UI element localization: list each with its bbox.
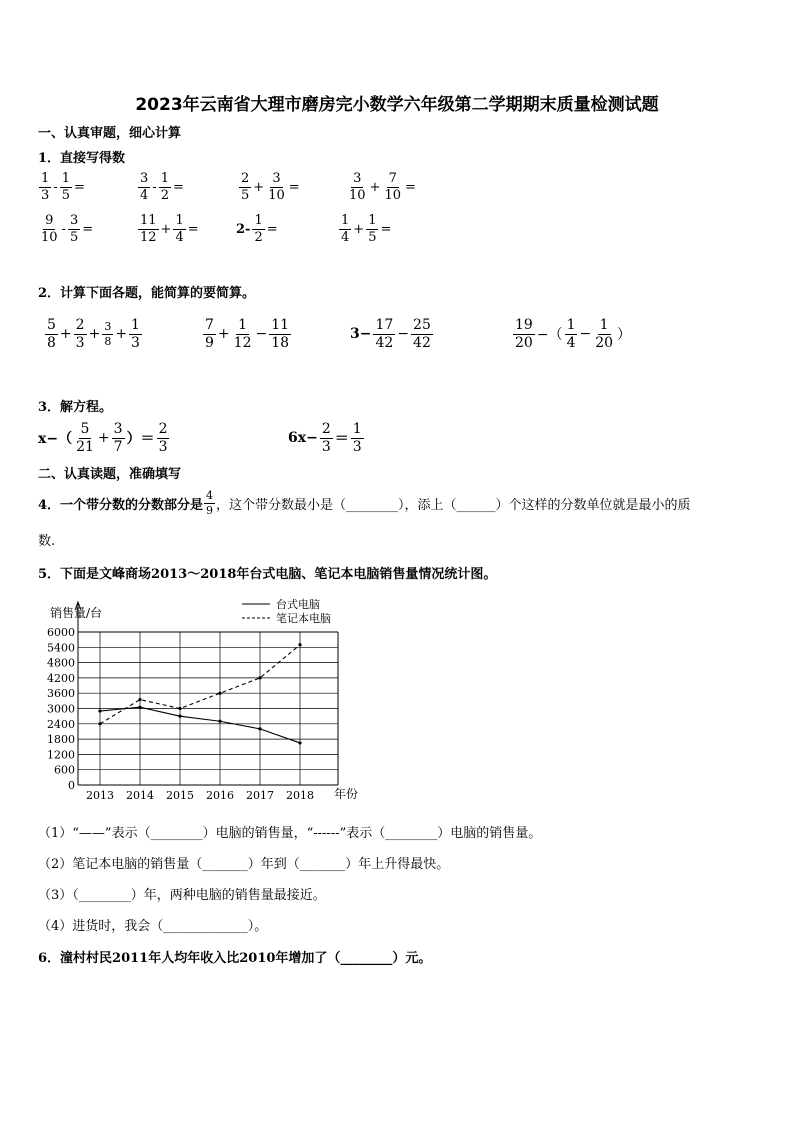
q5-subquestion-2: （2）笔记本电脑的销售量（_______）年到（_______）年上升得最快。 [38,857,450,872]
y-tick-labels [47,626,75,792]
x-tick-label: 2017 [246,789,274,802]
y-tick-label: 4800 [47,656,75,670]
question-3-heading: 3．解方程。 [38,400,113,415]
data-point [178,707,181,710]
q2-expression-4: $\frac{19}{20}$ −（ $\frac{1}{4}$ − $\frac{1}{20}$ ） [515,317,632,351]
series-line-laptop [100,645,300,724]
q1-item-4: $\frac{3}{10}$ + $\frac{7}{10}$ = [349,171,416,203]
y-tick-label: 600 [54,763,75,777]
q5-subquestion-1: （1）“——”表示（________）电脑的销售量，“------”表示（________）电脑的销售量。 [38,826,542,841]
series-line-desktop [100,707,300,743]
x-tick-label: 2016 [206,789,234,802]
y-tick-label: 1800 [47,733,75,747]
q1-item-1: $\frac{1}{3}$ - $\frac{1}{5}$ = [41,171,85,203]
q1-item-3: $\frac{2}{5}$ + $\frac{3}{10}$ = [241,171,300,203]
x-tick-labels [86,789,314,802]
y-tick-label: 3000 [47,702,75,716]
chart-grid [78,632,338,785]
chart-legend [242,597,331,625]
q1-item-5: $\frac{9}{10}$ - $\frac{3}{5}$ = [41,213,94,245]
q2-expression-3: 3− $\frac{17}{42}$ − $\frac{25}{42}$ [350,317,431,351]
y-axis-label: 销售量/台 [50,606,103,620]
q1-item-7: 2- $\frac{1}{2}$ = [236,213,278,245]
data-point [258,727,261,730]
legend-label: 笔记本电脑 [276,612,331,625]
question-4-line-2: 数. [38,534,56,549]
question-6: 6．潼村村民2011年人均年收入比2010年增加了（________）元。 [38,951,432,966]
data-point [218,692,221,695]
data-point [298,741,301,744]
question-1-heading: 1．直接写得数 [38,151,126,166]
question-5-heading: 5．下面是文峰商场2013～2018年台式电脑、笔记本电脑销售量情况统计图。 [38,567,497,582]
q3-equation-1: x−（ $\frac{5}{21}$ + $\frac{3}{7}$ ）＝ $\frac{2}{3}$ [38,421,168,455]
q2-expression-1: $\frac{5}{8}$ + $\frac{2}{3}$ + $\frac{3}{8}$ + $\frac{1}{3}$ [47,317,140,351]
sales-line-chart [30,590,380,810]
section-heading-1: 一、认真审题，细心计算 [38,126,182,141]
section-heading-2: 二、认真读题，准确填写 [38,467,182,482]
legend-label: 台式电脑 [276,598,320,611]
y-tick-label: 6000 [47,626,75,639]
q1-item-6: $\frac{11}{12}$ + $\frac{1}{4}$ = [140,213,199,245]
x-tick-label: 2013 [86,789,114,802]
y-tick-label: 5400 [47,641,75,655]
data-point [98,709,101,712]
q3-equation-2: 6x− $\frac{2}{3}$ ＝ $\frac{1}{3}$ [288,421,362,455]
x-axis-label: 年份 [334,787,359,801]
y-tick-label: 0 [68,779,75,792]
data-point [138,698,141,701]
q1-item-8: $\frac{1}{4}$ + $\frac{1}{5}$ = [341,213,392,245]
x-tick-label: 2014 [126,789,154,802]
chart-series [98,643,301,744]
data-point [258,676,261,679]
y-tick-label: 3600 [47,687,75,701]
y-tick-label: 2400 [47,717,75,731]
y-tick-label: 4200 [47,671,75,685]
x-tick-label: 2015 [166,789,194,802]
question-2-heading: 2．计算下面各题，能简算的要简算。 [38,286,256,301]
data-point [178,715,181,718]
data-point [298,643,301,646]
data-point [98,722,101,725]
data-point [218,720,221,723]
question-4-line-1: 4．一个带分数的分数部分是 $\frac{4}{9}$ ，这个带分数最小是（________），添上（______）个这样的分数单位就是最小的质 [38,489,691,517]
q5-subquestion-4: （4）进货时，我会（_____________）。 [38,919,268,934]
data-point [138,706,141,709]
q1-item-2: $\frac{3}{4}$ - $\frac{1}{2}$ = [140,171,184,203]
x-tick-label: 2018 [286,789,314,802]
page-title: 2023年云南省大理市磨房完小数学六年级第二学期期末质量检测试题 [135,95,659,115]
q5-subquestion-3: （3）（________）年，两种电脑的销售量最接近。 [38,888,326,903]
y-tick-label: 1200 [47,748,75,762]
q2-expression-2: $\frac{7}{9}$ + $\frac{1}{12}$ − $\frac{11}{18}$ [205,317,290,351]
